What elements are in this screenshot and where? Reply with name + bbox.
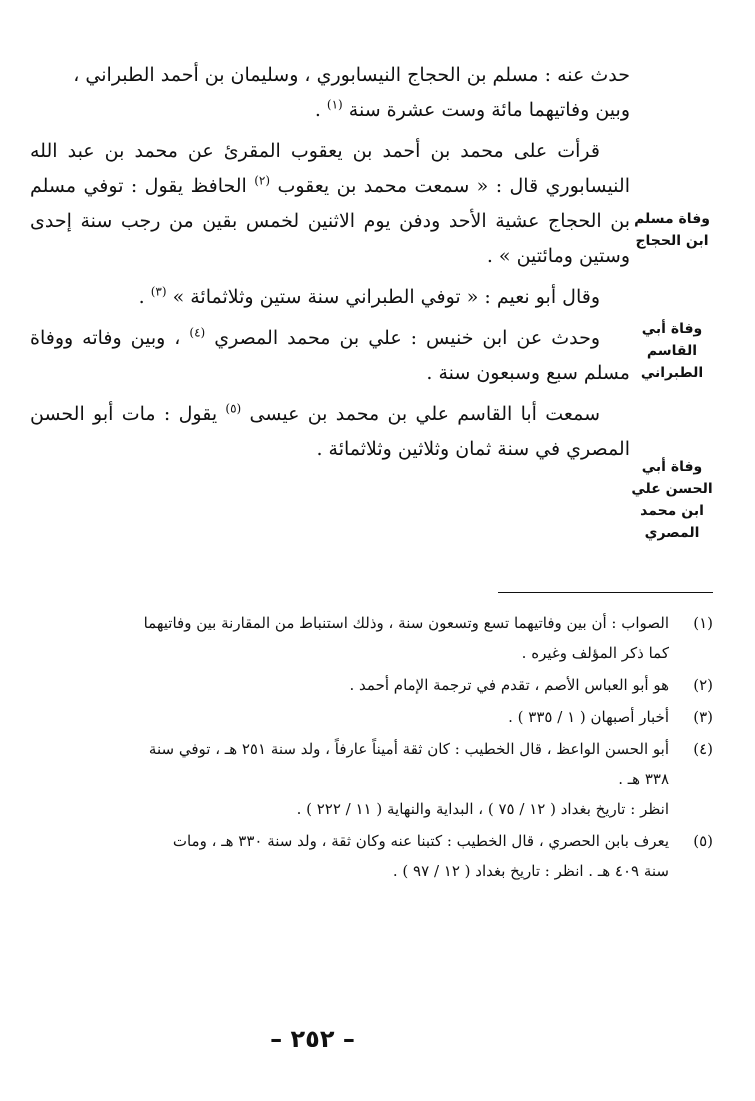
footnote-2 bbox=[33, 670, 713, 700]
footnote-line: الصواب : أن بين وفاتيهما تسع وتسعون سنة ، وذلك استنباط من المقارنة بين وفاتيهما bbox=[143, 614, 669, 632]
paragraph-2-part-2: النيسابوري قال : « سمعت محمد بن يعقوب bbox=[277, 175, 630, 197]
side-note-muslim-line-1: وفاة مسلم bbox=[634, 211, 710, 227]
paragraph-1-line-2: وبين وفاتيهما مائة وست عشرة سنة bbox=[348, 99, 630, 121]
footnote-line: أخبار أصبهان ( ١ / ٣٣٥ ) . bbox=[508, 708, 669, 726]
footnote-number: (١) bbox=[693, 614, 713, 632]
footnote-number: (٢) bbox=[693, 676, 713, 694]
paragraph-3-end: . bbox=[138, 286, 151, 308]
footnote-line: أبو الحسن الواعظ ، قال الخطيب : كان ثقة أميناً عارفاً ، ولد سنة ٢٥١ هـ ، توفي سنة bbox=[148, 740, 669, 758]
paragraph-1-line-1: حدث عنه : مسلم بن الحجاج النيسابوري ، وسليمان بن أحمد الطبراني ، bbox=[73, 64, 630, 86]
side-note-tabarani-death bbox=[631, 318, 713, 384]
footnote-line: كما ذكر المؤلف وغيره . bbox=[521, 644, 669, 662]
paragraph-5-part-1: سمعت أبا القاسم علي بن محمد بن عيسى bbox=[249, 403, 600, 425]
footnote-ref-3: (٣) bbox=[150, 284, 167, 299]
footnote-line: انظر : تاريخ بغداد ( ١٢ / ٧٥ ) ، البداية والنهاية ( ١١ / ٢٢٢ ) . bbox=[296, 800, 669, 818]
paragraph-1 bbox=[30, 58, 630, 128]
footnote-body bbox=[33, 608, 669, 668]
paragraph-3-text: وقال أبو نعيم : « توفي الطبراني سنة ستين وثلاثمائة » bbox=[172, 286, 600, 308]
paragraph-5 bbox=[30, 397, 630, 467]
footnote-3 bbox=[33, 702, 713, 732]
footnotes bbox=[33, 608, 713, 888]
footnote-ref-2: (٢) bbox=[254, 173, 271, 188]
paragraph-1-end: . bbox=[314, 99, 327, 121]
side-note-muslim-death bbox=[631, 208, 713, 252]
footnote-number: (٥) bbox=[693, 832, 713, 850]
paragraph-4-part-2: ، وبين وفاته ووفاة مسلم سبع وسبعون سنة . bbox=[30, 327, 630, 384]
paragraph-3 bbox=[30, 280, 630, 315]
side-note-abu-hasan-line-1: وفاة أبي bbox=[641, 459, 703, 475]
paragraph-4-part-1: وحدث عن ابن خنيس : علي بن محمد المصري bbox=[214, 327, 600, 349]
side-note-tabarani-line-2: القاسم bbox=[646, 343, 698, 359]
page-number: – ٢٥٢ – bbox=[270, 1025, 355, 1053]
side-note-muslim-line-2: ابن الحجاج bbox=[635, 233, 709, 249]
footnote-ref-1: (١) bbox=[326, 97, 343, 112]
footnote-line: سنة ٤٠٩ هـ . انظر : تاريخ بغداد ( ١٢ / ٩٧ ) . bbox=[392, 862, 669, 880]
paragraph-2-part-3: الحافظ يقول : توفي مسلم بن الحجاج عشية الأحد ودفن يوم الاثنين لخمس بقين من رجب سنة إحدى وستين ومائتين » . bbox=[30, 175, 630, 267]
footnote-number: (٤) bbox=[693, 740, 713, 758]
footnote-body bbox=[33, 670, 669, 700]
side-note-abu-hasan-line-3: ابن محمد bbox=[640, 503, 704, 519]
footnote-ref-4: (٤) bbox=[189, 325, 206, 340]
footnote-number: (٣) bbox=[693, 708, 713, 726]
paragraph-2 bbox=[30, 134, 630, 274]
footnote-ref-5: (٥) bbox=[225, 401, 242, 416]
paragraph-5-part-2: يقول : مات أبو الحسن المصري في سنة ثمان وثلاثين وثلاثمائة . bbox=[30, 403, 630, 460]
footnote-1 bbox=[33, 608, 713, 668]
footnote-line: يعرف بابن الحصري ، قال الخطيب : كتبنا عنه وكان ثقة ، ولد سنة ٣٣٠ هـ ، ومات bbox=[172, 832, 669, 850]
footnote-body bbox=[33, 702, 669, 732]
footnote-line: هو أبو العباس الأصم ، تقدم في ترجمة الإمام أحمد . bbox=[349, 676, 669, 694]
footnote-5 bbox=[33, 826, 713, 886]
side-note-tabarani-line-3: الطبراني bbox=[640, 365, 704, 381]
side-note-abu-hasan-line-4: المصري bbox=[644, 525, 700, 541]
footnote-divider bbox=[498, 592, 713, 593]
side-note-abu-hasan-line-2: الحسن علي bbox=[631, 481, 713, 497]
footnote-4 bbox=[33, 734, 713, 824]
side-note-tabarani-line-1: وفاة أبي bbox=[641, 321, 703, 337]
footnote-body bbox=[33, 734, 669, 824]
footnote-line: ٣٣٨ هـ . bbox=[618, 770, 669, 788]
main-text bbox=[30, 58, 630, 473]
paragraph-2-line-1: قرأت على محمد بن أحمد بن يعقوب المقرئ عن محمد بن عبد الله bbox=[30, 140, 600, 162]
side-note-abu-hasan-death bbox=[631, 456, 713, 544]
footnote-body bbox=[33, 826, 669, 886]
paragraph-4 bbox=[30, 321, 630, 391]
